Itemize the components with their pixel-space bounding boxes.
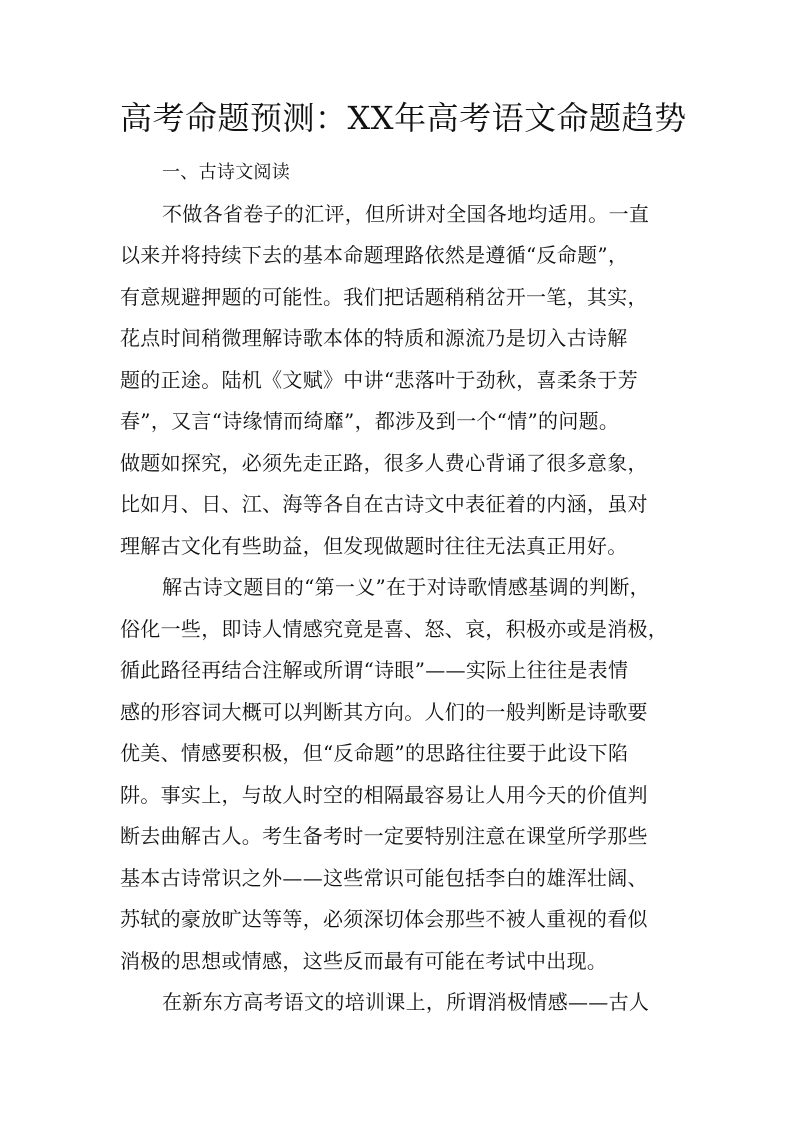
paragraph-1-line: 花点时间稍微理解诗歌本体的特质和源流乃是切入古诗解 (120, 326, 628, 350)
paragraph-1-line: 比如月、日、江、海等各自在古诗文中表征着的内涵，虽对 (120, 492, 648, 516)
paragraph-2-line: 苏轼的豪放旷达等等，必须深切体会那些不被人重视的看似 (120, 907, 648, 931)
paragraph-1-line: 做题如探究，必须先走正路，很多人费心背诵了很多意象， (120, 450, 648, 475)
paragraph-1-line: 不做各省卷子的汇评，但所讲对全国各地均适用。一直 (162, 201, 650, 226)
paragraph-1-line: 理解古文化有些助益，但发现做题时往往无法真正用好。 (120, 533, 628, 558)
document-title: 高考命题预测：XX年高考语文命题趋势 (120, 99, 687, 137)
section-heading: 一、古诗文阅读 (162, 162, 291, 183)
paragraph-1-line: 以来并将持续下去的基本命题理路依然是遵循“反命题”， (120, 243, 629, 267)
document-body (120, 152, 680, 1024)
paragraph-2-line: 断去曲解古人。考生备考时一定要特别注意在课堂所学那些 (120, 824, 648, 848)
paragraph-2-line: 优美、情感要积极，但“反命题”的思路往往要于此设下陷 (120, 741, 629, 765)
paragraph-2-line: 消极的思想或情感，这些反而最有可能在考试中出现。 (120, 948, 608, 973)
paragraph-2-line: 基本古诗常识之外——这些常识可能包括李白的雄浑壮阔、 (120, 865, 648, 890)
paragraph-1-line: 春”，又言“诗缘情而绮靡”，都涉及到一个“情”的问题。 (120, 409, 620, 433)
paragraph-2-line: 俗化一些，即诗人情感究竟是喜、怒、哀，积极亦或是消极， (120, 616, 669, 641)
paragraph-2-line: 循此路径再结合注解或所谓“诗眼”——实际上往往是表情 (120, 658, 629, 682)
paragraph-3-line: 在新东方高考语文的培训课上，所谓消极情感——古人 (162, 990, 650, 1014)
paragraph-2-line: 感的形容词大概可以判断其方向。人们的一般判断是诗歌要 (120, 699, 648, 724)
paragraph-2-line: 阱。事实上，与故人时空的相隔最容易让人用今天的价值判 (120, 782, 648, 807)
paragraph-1-line: 有意规避押题的可能性。我们把话题稍稍岔开一笔，其实， (120, 284, 648, 309)
paragraph-1-line: 题的正途。陆机《文赋》中讲“悲落叶于劲秋，喜柔条于芳 (120, 367, 639, 392)
paragraph-2-line: 解古诗文题目的“第一义”在于对诗歌情感基调的判断， (162, 575, 650, 599)
